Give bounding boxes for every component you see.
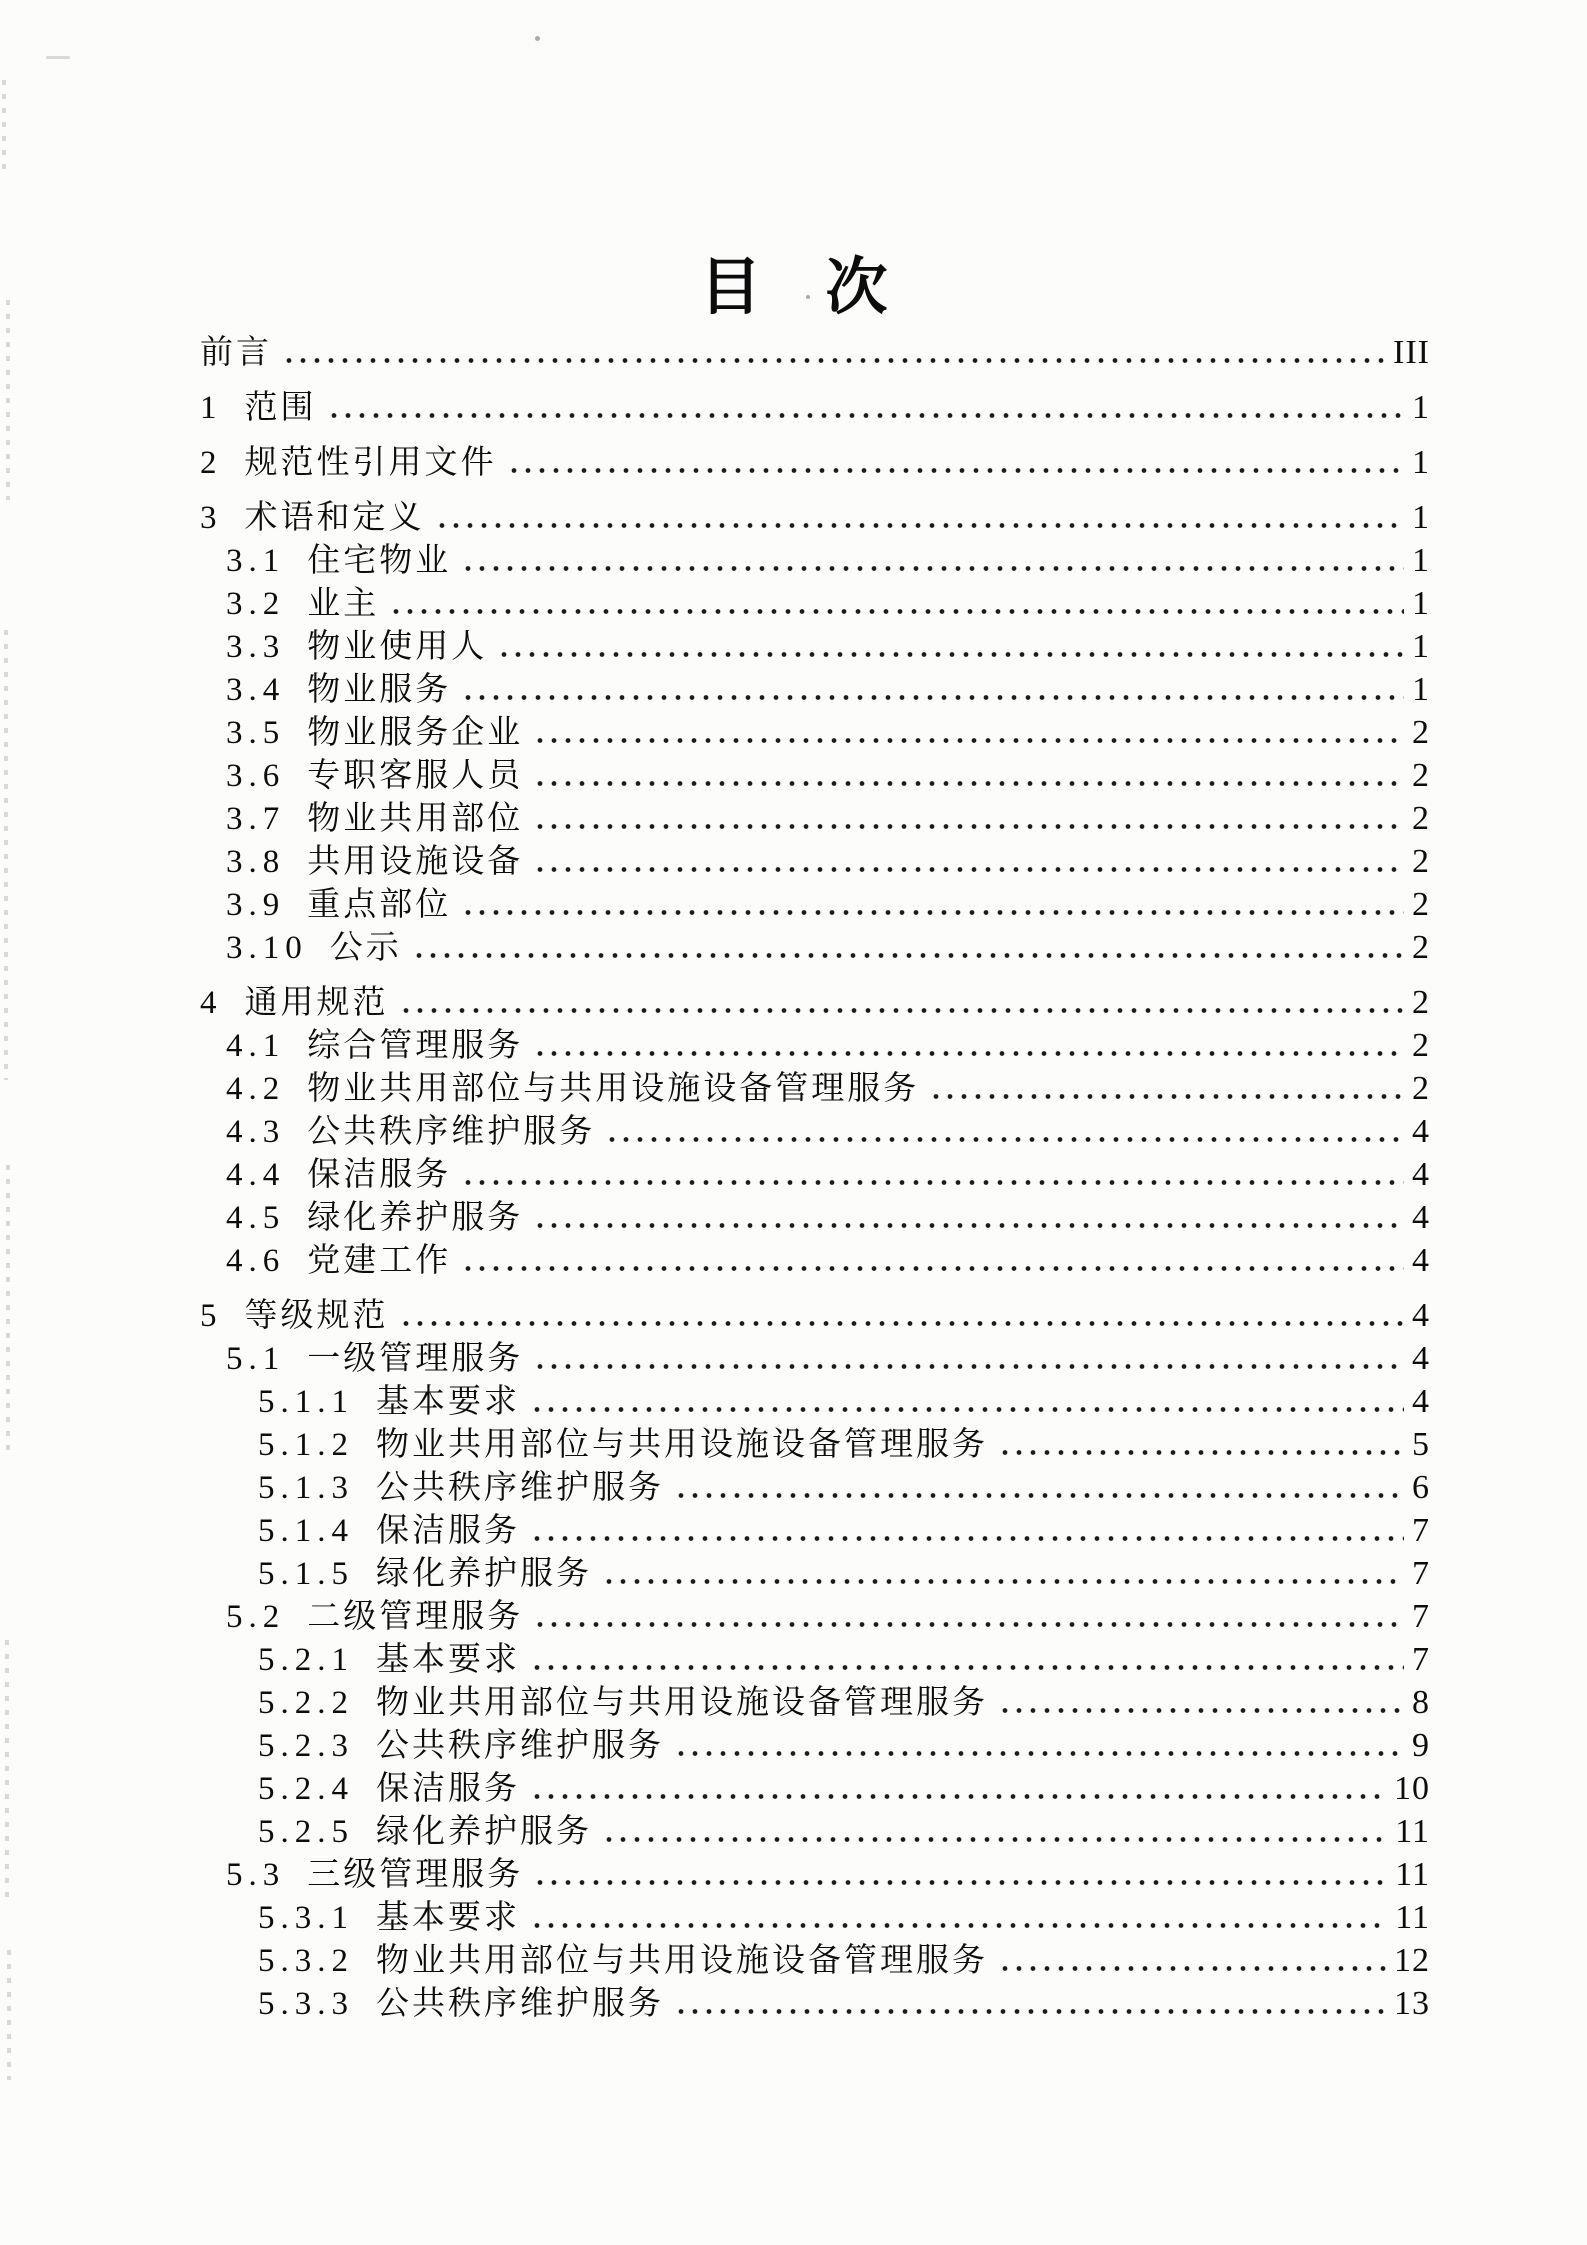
toc-entry-page: 10	[1394, 1770, 1430, 1807]
toc-entry-number: 3.2	[226, 586, 286, 622]
dot-leader	[530, 1536, 1404, 1541]
toc-row	[0, 1595, 1587, 1638]
dot-leader	[533, 1223, 1404, 1228]
title-char-1: 目	[699, 254, 762, 322]
toc-entry-label: 公共秩序维护服务	[376, 1728, 664, 1764]
toc-entry-page: 11	[1395, 1899, 1430, 1936]
toc-row	[0, 1423, 1587, 1466]
toc-entry-number: 5.3.3	[258, 1986, 354, 2022]
toc-row	[0, 1810, 1587, 1853]
toc-entry-number: 4.6	[226, 1243, 286, 1279]
toc-entry-number: 5.2.5	[258, 1814, 354, 1850]
page-title	[0, 252, 1587, 324]
toc-entry-number: 5.1.1	[258, 1384, 354, 1420]
toc-row	[0, 1110, 1587, 1153]
dot-leader	[461, 1266, 1404, 1271]
toc-row	[0, 1196, 1587, 1239]
dot-leader	[674, 1493, 1404, 1498]
toc-entry-number: 5.1.3	[258, 1470, 354, 1506]
toc-entry-label: 物业使用人	[307, 629, 488, 665]
dot-leader	[998, 1450, 1404, 1455]
dot-leader	[674, 1751, 1404, 1756]
toc-entry-label: 绿化养护服务	[307, 1200, 524, 1236]
toc-entry-page: 7	[1412, 1512, 1430, 1549]
scan-edge-artifact	[2, 80, 6, 175]
toc-entry-label: 物业共用部位	[307, 801, 524, 837]
toc-entry-label: 保洁服务	[376, 1771, 520, 1807]
toc-entry-number: 5.2	[226, 1599, 286, 1635]
dot-leader	[602, 1837, 1387, 1842]
toc-row	[0, 711, 1587, 754]
dot-leader	[461, 1180, 1404, 1185]
toc-row	[0, 1067, 1587, 1110]
toc-entry-page: 4	[1412, 1242, 1430, 1279]
toc-row	[0, 441, 1587, 484]
toc-entry-page: 9	[1412, 1727, 1430, 1764]
toc-entry-page: 1	[1412, 628, 1430, 665]
toc-entry-number: 5.2.4	[258, 1771, 354, 1807]
toc-entry-page: 2	[1412, 1070, 1430, 1107]
toc-entry-page: 2	[1412, 714, 1430, 751]
dot-leader	[533, 1880, 1387, 1885]
toc-entry-number: 3.1	[226, 543, 286, 579]
toc-row	[0, 840, 1587, 883]
dot-leader	[412, 953, 1404, 958]
toc-entry-label: 业主	[307, 586, 380, 622]
toc-entry-page: 11	[1395, 1856, 1430, 1893]
dot-leader	[530, 1665, 1404, 1670]
toc-entry-page: 7	[1412, 1598, 1430, 1635]
toc-entry-number: 3	[200, 500, 223, 536]
toc-entry-page: 5	[1412, 1426, 1430, 1463]
toc-entry-number: 4.3	[226, 1114, 286, 1150]
toc-entry-label: 共用设施设备	[307, 844, 524, 880]
toc-entry-number: 5.3.1	[258, 1900, 354, 1936]
toc-entry-label: 规范性引用文件	[244, 445, 497, 481]
dot-leader	[533, 867, 1404, 872]
toc-row	[0, 1681, 1587, 1724]
toc-entry-page: 2	[1412, 757, 1430, 794]
dot-leader	[497, 652, 1404, 657]
toc-row	[0, 582, 1587, 625]
dot-leader	[530, 1794, 1386, 1799]
dot-leader	[533, 824, 1404, 829]
toc-entry-number: 3.7	[226, 801, 286, 837]
toc-entry-label: 公共秩序维护服务	[307, 1114, 596, 1150]
toc-entry-page: 2	[1412, 886, 1430, 923]
dot-leader	[533, 1051, 1404, 1056]
toc-row	[0, 1294, 1587, 1337]
toc-row	[0, 1896, 1587, 1939]
toc-entry-page: 4	[1412, 1297, 1430, 1334]
toc-entry-page: 4	[1412, 1156, 1430, 1193]
toc-entry-number: 4	[200, 985, 223, 1021]
dot-leader	[282, 358, 1385, 363]
toc-entry-label: 物业共用部位与共用设施设备管理服务	[376, 1427, 988, 1463]
toc-entry-label: 基本要求	[376, 1642, 520, 1678]
dot-leader	[389, 609, 1404, 614]
toc-entry-number: 3.8	[226, 844, 286, 880]
table-of-contents	[0, 331, 1587, 2025]
toc-row	[0, 1337, 1587, 1380]
toc-entry-label: 物业共用部位与共用设施设备管理服务	[376, 1943, 988, 1979]
toc-entry-label: 党建工作	[307, 1243, 452, 1279]
toc-entry-page: 1	[1412, 542, 1430, 579]
toc-entry-label: 三级管理服务	[307, 1857, 524, 1893]
toc-row	[0, 331, 1587, 374]
toc-entry-label: 公共秩序维护服务	[376, 1986, 664, 2022]
toc-entry-label: 综合管理服务	[307, 1028, 524, 1064]
toc-entry-page: 2	[1412, 800, 1430, 837]
dot-leader	[461, 566, 1404, 571]
toc-row	[0, 1939, 1587, 1982]
toc-entry-number: 5.1	[226, 1341, 286, 1377]
toc-entry-label: 住宅物业	[307, 543, 452, 579]
toc-entry-label: 一级管理服务	[307, 1341, 524, 1377]
toc-entry-number: 5.2.3	[258, 1728, 354, 1764]
toc-entry-number: 5.3.2	[258, 1943, 354, 1979]
dot-leader	[929, 1094, 1404, 1099]
toc-row	[0, 926, 1587, 969]
dot-leader	[602, 1579, 1404, 1584]
toc-entry-number: 4.4	[226, 1157, 286, 1193]
toc-entry-page: 12	[1394, 1942, 1430, 1979]
toc-entry-page: 4	[1412, 1113, 1430, 1150]
toc-entry-page: 2	[1412, 843, 1430, 880]
dot-leader	[605, 1137, 1404, 1142]
dot-leader	[327, 413, 1405, 418]
toc-row	[0, 1767, 1587, 1810]
toc-entry-label: 前言	[200, 335, 272, 371]
toc-entry-page: 1	[1412, 585, 1430, 622]
toc-entry-label: 保洁服务	[376, 1513, 520, 1549]
toc-entry-number: 5.1.4	[258, 1513, 354, 1549]
toc-entry-number: 3.9	[226, 887, 286, 923]
toc-row	[0, 496, 1587, 539]
toc-row	[0, 1024, 1587, 1067]
toc-entry-page: 1	[1412, 389, 1430, 426]
title-char-2: 次	[825, 254, 888, 322]
toc-row	[0, 1853, 1587, 1896]
toc-row	[0, 981, 1587, 1024]
dot-leader	[533, 781, 1404, 786]
toc-entry-label: 物业共用部位与共用设施设备管理服务	[376, 1685, 988, 1721]
toc-row	[0, 1982, 1587, 2025]
toc-entry-label: 专职客服人员	[307, 758, 524, 794]
toc-entry-number: 3.10	[226, 930, 308, 966]
toc-entry-label: 保洁服务	[307, 1157, 452, 1193]
dot-leader	[533, 1622, 1404, 1627]
toc-entry-page: III	[1393, 334, 1430, 371]
toc-entry-page: 2	[1412, 984, 1430, 1021]
toc-entry-number: 5.1.5	[258, 1556, 354, 1592]
toc-entry-page: 1	[1412, 444, 1430, 481]
toc-row	[0, 1466, 1587, 1509]
toc-entry-page: 7	[1412, 1641, 1430, 1678]
toc-entry-number: 2	[200, 445, 223, 481]
toc-entry-label: 二级管理服务	[307, 1599, 524, 1635]
toc-entry-number: 4.2	[226, 1071, 286, 1107]
toc-entry-number: 3.6	[226, 758, 286, 794]
toc-entry-page: 8	[1412, 1684, 1430, 1721]
toc-entry-label: 等级规范	[244, 1298, 389, 1334]
toc-row	[0, 883, 1587, 926]
dot-leader	[998, 1966, 1386, 1971]
dot-leader	[533, 1364, 1404, 1369]
toc-entry-label: 范围	[244, 390, 317, 426]
dot-leader	[399, 1008, 1405, 1013]
toc-entry-label: 绿化养护服务	[376, 1814, 592, 1850]
toc-row	[0, 1638, 1587, 1681]
toc-row	[0, 1509, 1587, 1552]
scan-speck	[46, 56, 70, 59]
toc-entry-page: 2	[1412, 1027, 1430, 1064]
dot-leader	[461, 695, 1404, 700]
toc-entry-page: 1	[1412, 671, 1430, 708]
toc-row	[0, 1380, 1587, 1423]
toc-entry-number: 3.4	[226, 672, 286, 708]
toc-entry-page: 4	[1412, 1340, 1430, 1377]
toc-row	[0, 754, 1587, 797]
toc-entry-label: 物业服务企业	[307, 715, 524, 751]
dot-leader	[998, 1708, 1404, 1713]
toc-row	[0, 1153, 1587, 1196]
toc-entry-page: 1	[1412, 499, 1430, 536]
toc-entry-number: 5.1.2	[258, 1427, 354, 1463]
toc-entry-page: 4	[1412, 1199, 1430, 1236]
toc-entry-number: 5.3	[226, 1857, 286, 1893]
toc-entry-number: 1	[200, 390, 223, 426]
toc-row	[0, 625, 1587, 668]
toc-entry-number: 3.5	[226, 715, 286, 751]
toc-row	[0, 1724, 1587, 1767]
toc-entry-label: 基本要求	[376, 1384, 520, 1420]
toc-entry-number: 4.5	[226, 1200, 286, 1236]
toc-entry-number: 5.2.2	[258, 1685, 354, 1721]
toc-entry-number: 4.1	[226, 1028, 286, 1064]
toc-entry-label: 物业共用部位与共用设施设备管理服务	[307, 1071, 920, 1107]
scan-speck	[535, 36, 540, 41]
dot-leader	[435, 523, 1405, 528]
toc-entry-page: 11	[1395, 1813, 1430, 1850]
dot-leader	[533, 738, 1404, 743]
dot-leader	[674, 2009, 1386, 2014]
dot-leader	[530, 1923, 1387, 1928]
toc-entry-label: 术语和定义	[244, 500, 425, 536]
toc-entry-page: 6	[1412, 1469, 1430, 1506]
dot-leader	[399, 1321, 1405, 1326]
dot-leader	[530, 1407, 1404, 1412]
toc-entry-page: 7	[1412, 1555, 1430, 1592]
toc-row	[0, 797, 1587, 840]
toc-entry-label: 公示	[329, 930, 402, 966]
toc-entry-label: 物业服务	[307, 672, 452, 708]
toc-row	[0, 668, 1587, 711]
toc-row	[0, 539, 1587, 582]
toc-entry-label: 重点部位	[307, 887, 452, 923]
toc-row	[0, 1239, 1587, 1282]
toc-entry-label: 基本要求	[376, 1900, 520, 1936]
toc-entry-number: 5.2.1	[258, 1642, 354, 1678]
toc-entry-page: 2	[1412, 929, 1430, 966]
dot-leader	[507, 468, 1405, 473]
toc-row	[0, 1552, 1587, 1595]
dot-leader	[461, 910, 1404, 915]
toc-entry-number: 3.3	[226, 629, 286, 665]
toc-entry-label: 公共秩序维护服务	[376, 1470, 664, 1506]
toc-entry-label: 通用规范	[244, 985, 389, 1021]
toc-entry-label: 绿化养护服务	[376, 1556, 592, 1592]
toc-entry-page: 13	[1394, 1985, 1430, 2022]
toc-entry-number: 5	[200, 1298, 223, 1334]
toc-row	[0, 386, 1587, 429]
toc-entry-page: 4	[1412, 1383, 1430, 1420]
